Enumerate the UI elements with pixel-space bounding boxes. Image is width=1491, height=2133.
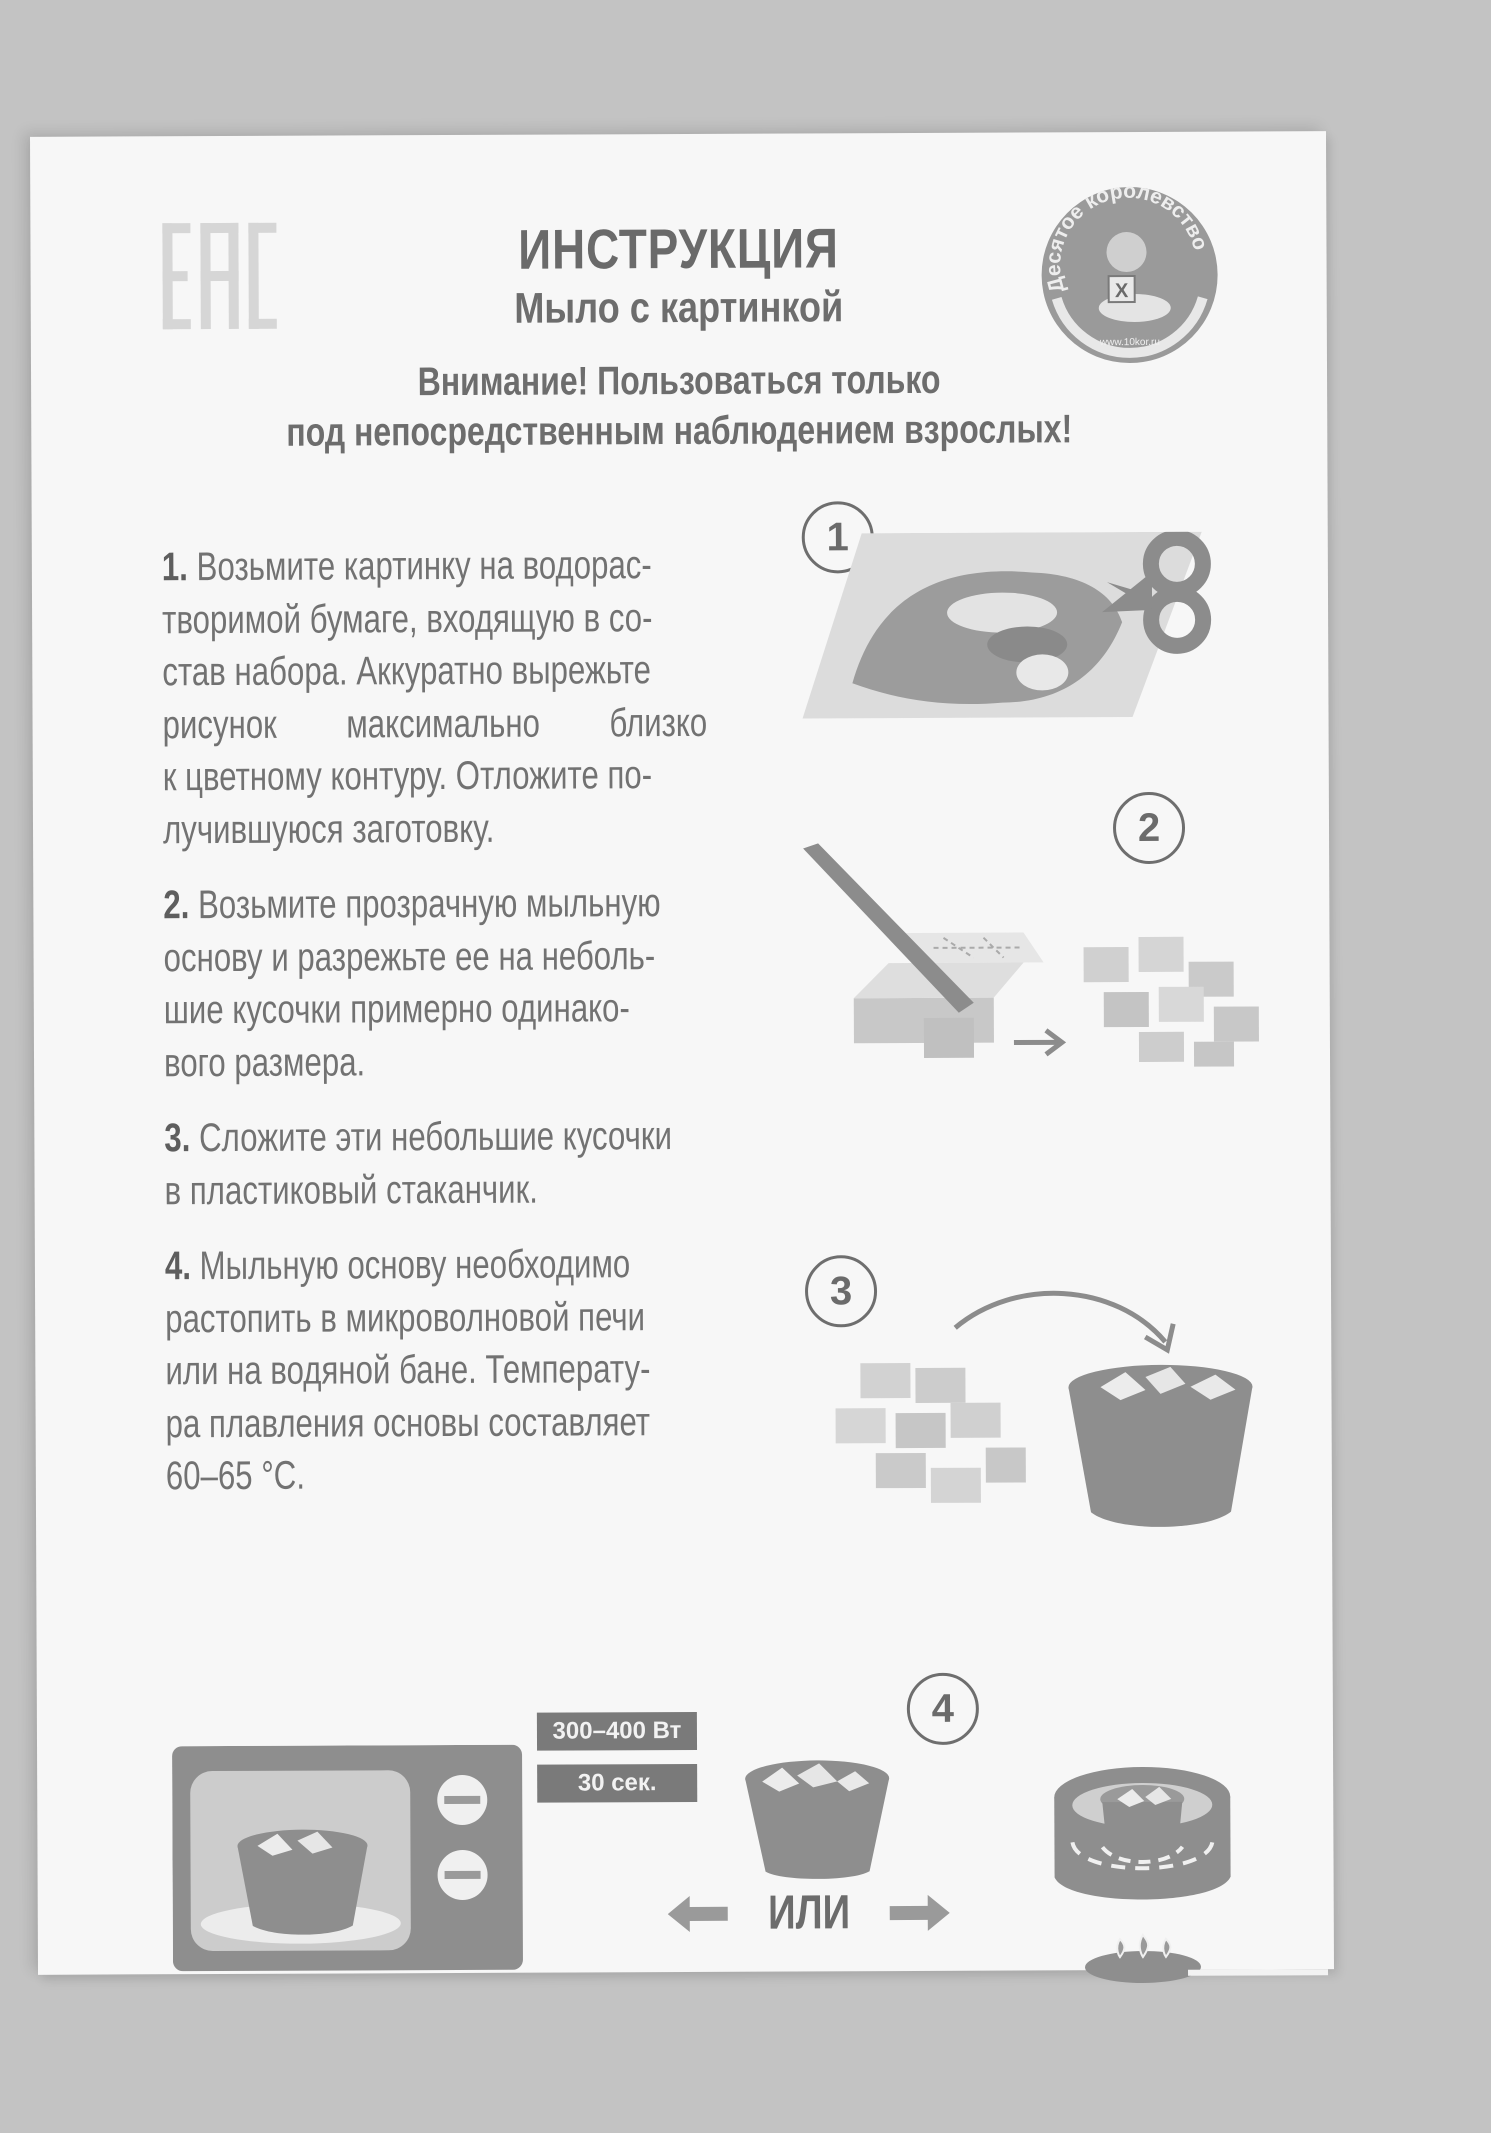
step-badge-3: 3 <box>805 1255 877 1327</box>
brand-logo <box>1034 180 1225 371</box>
water-bath-illustration <box>1047 1757 1238 1988</box>
step3-illustration <box>815 1271 1276 1543</box>
step-line: лучившуюся заготовку. <box>162 806 495 852</box>
logo-url: www.10kor.ru <box>1099 336 1160 349</box>
step-line: Возьмите картинку на водорас- <box>196 543 652 590</box>
or-label: ИЛИ <box>767 1886 851 1940</box>
step-number: 1. <box>161 545 188 590</box>
step-line: в пластиковый стаканчик. <box>164 1167 538 1213</box>
step-line: растопить в микроволновой печи <box>165 1294 646 1341</box>
warning-line-2: под непосредственным наблюдением взрослых! <box>286 407 1073 455</box>
step-number: 3. <box>164 1116 191 1161</box>
arrow-left-icon <box>668 1894 730 1934</box>
microwave-power-label: 300–400 Вт <box>537 1712 697 1751</box>
arrow-right-icon <box>1014 1030 1062 1054</box>
soap-cubes-icon <box>835 1363 1026 1504</box>
step-badge-4: 4 <box>907 1673 979 1745</box>
logo-brand-text: Десятое королевство <box>1041 179 1213 296</box>
step-line: 60–65 °С. <box>165 1453 306 1499</box>
cup-icon <box>737 1753 898 1884</box>
step-line: шие кусочки примерно одинако- <box>163 986 630 1033</box>
step-line: к цветному контуру. Отложите по- <box>162 753 653 800</box>
page-title: ИНСТРУКЦИЯ <box>518 216 839 281</box>
logo-shield-letter: X <box>1114 280 1129 303</box>
instruction-sheet <box>30 131 1334 1975</box>
step2-illustration <box>793 836 1274 1068</box>
step-line: творимой бумаге, входящую в со- <box>162 595 653 642</box>
step-line: Возьмите прозрачную мыльную <box>197 881 661 928</box>
step-line: Мыльную основу необходимо <box>199 1242 631 1289</box>
step-line: основу и разрежьте ее на неболь- <box>163 933 656 980</box>
step-line: ра плавления основы составляет <box>165 1399 651 1446</box>
paper-edge <box>1188 1969 1328 1976</box>
page-subtitle: Мыло с картинкой <box>514 283 844 333</box>
step-3 <box>164 1110 765 1218</box>
step-line: став набора. Аккуратно вырежьте <box>162 648 652 695</box>
step-2 <box>163 877 765 1090</box>
pot-icon <box>1054 1767 1231 1900</box>
step-number: 2. <box>163 883 190 928</box>
warning-line-1: Внимание! Пользоваться только <box>417 357 941 405</box>
step-line: вого размера. <box>163 1039 366 1085</box>
burner-icon <box>1085 1935 1201 1984</box>
microwave-time-label: 30 сек. <box>537 1764 697 1803</box>
steps-list <box>162 539 766 1526</box>
step-line: рисунок максимально близко <box>162 700 708 747</box>
curved-arrow-icon <box>955 1293 1165 1343</box>
microwave-illustration <box>172 1745 533 1977</box>
step-number: 4. <box>164 1244 192 1289</box>
soap-cubes-icon <box>1083 936 1259 1067</box>
step-line: или на водяной бане. Температу- <box>165 1347 651 1394</box>
step1-illustration <box>802 532 1223 734</box>
step-4 <box>165 1238 767 1503</box>
arrow-right-icon <box>888 1893 950 1933</box>
cup-icon <box>1068 1365 1253 1528</box>
step-badge-1: 1 <box>802 501 874 573</box>
step-1 <box>162 539 764 857</box>
step-line: Сложите эти небольшие кусочки <box>198 1114 673 1161</box>
step-badge-2: 2 <box>1113 792 1185 864</box>
